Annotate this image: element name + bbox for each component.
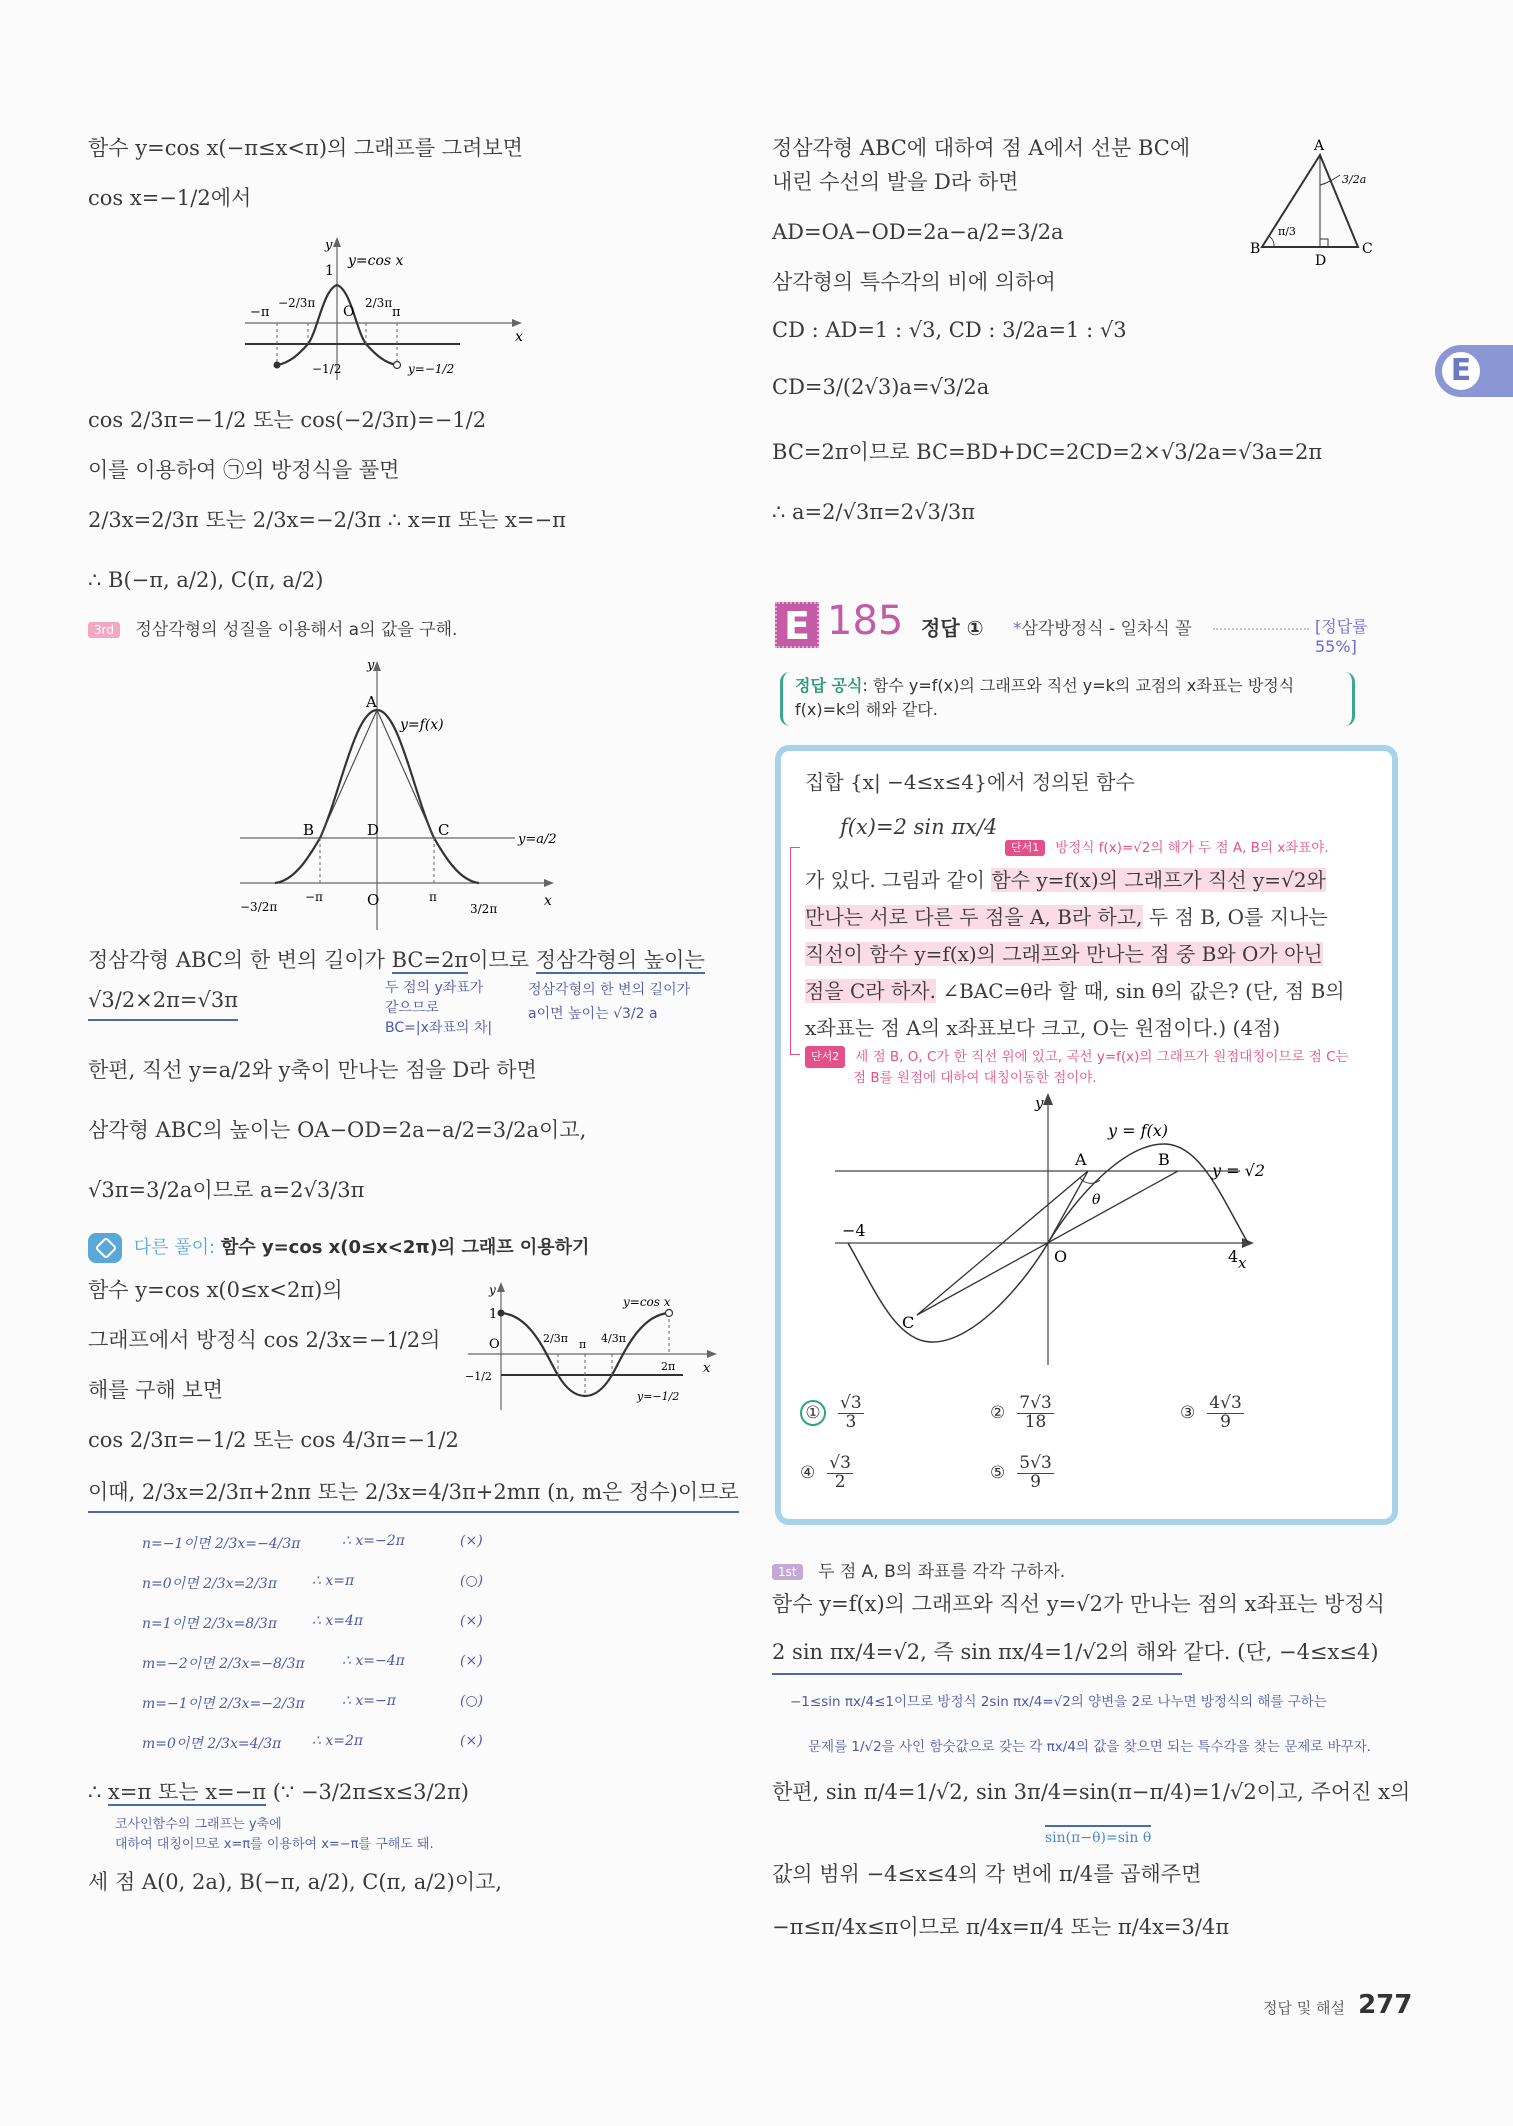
hint-1: 단서1 방정식 f(x)=√2의 해가 두 점 A, B의 x좌표야. <box>1005 840 1329 856</box>
svg-text:−4: −4 <box>842 1221 866 1240</box>
text-line: 정삼각형 ABC에 대하여 점 A에서 선분 BC에 <box>772 136 1191 160</box>
svg-text:y=cos x: y=cos x <box>623 1295 671 1309</box>
text-line: 삼각형 ABC의 높이는 OA−OD=2a−a/2=3/2a이고, <box>88 1118 587 1142</box>
text-line: 세 점 A(0, 2a), B(−π, a/2), C(π, a/2)이고, <box>88 1870 503 1894</box>
hint-connector <box>790 847 800 1055</box>
text-line: 2/3x=2/3π 또는 2/3x=−2/3π ∴ x=π 또는 x=−π <box>88 508 566 532</box>
svg-text:π: π <box>579 1338 587 1351</box>
svg-text:1: 1 <box>325 263 334 279</box>
text-line: 함수 y=f(x)의 그래프와 직선 y=√2가 만나는 점의 x좌표는 방정식 <box>772 1592 1385 1616</box>
text-line: −π≤π/4x≤π이므로 π/4x=π/4 또는 π/4x=3/4π <box>772 1915 1230 1939</box>
text-line: ∴ a=2/√3π=2√3/3π <box>772 500 976 524</box>
note-s3: sin(π−θ)=sin θ <box>1045 1825 1151 1846</box>
text-line: cos 2/3π=−1/2 또는 cos 4/3π=−1/2 <box>88 1428 459 1452</box>
problem-number: 185 <box>827 598 904 644</box>
text-line: 정삼각형 ABC의 한 변의 길이가 BC=2π이므로 정삼각형의 높이는 <box>88 948 705 972</box>
step-1-badge: 1st <box>772 1564 803 1580</box>
problem-text: 집합 {x| −4≤x≤4}에서 정의된 함수 <box>805 770 1135 794</box>
triangle-graph <box>230 655 570 935</box>
svg-text:−3/2π: −3/2π <box>240 900 278 914</box>
case-row: m=0이면 2/3x=4/3π ∴ x=2π (×) <box>142 1733 483 1752</box>
text-line: 그래프에서 방정식 cos 2/3x=−1/2의 <box>88 1328 441 1352</box>
svg-text:x: x <box>544 893 552 909</box>
formula-label: 정답 공식 <box>795 676 863 695</box>
text-line: 이때, 2/3x=2/3π+2nπ 또는 2/3x=4/3π+2mπ (n, m은 정수)이므로 <box>88 1480 739 1513</box>
problem-function: f(x)=2 sin πx/4 <box>840 815 998 839</box>
svg-text:y: y <box>1035 1094 1044 1112</box>
section-badge: E <box>775 602 819 648</box>
problem-header <box>775 598 1405 656</box>
problem-text: 가 있다. 그림과 같이 함수 y=f(x)의 그래프가 직선 y=√2와 <box>805 868 1326 892</box>
svg-text:y=a/2: y=a/2 <box>518 832 557 847</box>
choice-1-selected-marker: ① <box>800 1400 826 1426</box>
svg-text:θ: θ <box>1092 1192 1101 1208</box>
text-line: 한편, 직선 y=a/2와 y축이 만나는 점을 D라 하면 <box>88 1058 537 1082</box>
step-3-text: 정삼각형의 성질을 이용해서 a의 값을 구해. <box>135 620 458 640</box>
svg-text:C: C <box>1362 241 1373 257</box>
note-s2b: 문제를 1/√2을 사인 함숫값으로 갖는 각 πx/4의 값을 찾으면 되는 특수각을 찾는 문제로 바꾸자. <box>808 1739 1372 1755</box>
formula-box: 정답 공식: 함수 y=f(x)의 그래프와 직선 y=k의 교점의 x좌표는 방정식 f(x)=k의 해와 같다. <box>780 672 1355 726</box>
step-3-badge: 3rd <box>88 622 120 638</box>
svg-text:O: O <box>343 304 355 320</box>
triangle-diagram <box>1250 135 1400 270</box>
svg-text:2/3π: 2/3π <box>543 1332 568 1345</box>
alternative-solution-header: 다른 풀이: 함수 y=cos x(0≤x<2π)의 그래프 이용하기 <box>88 1233 589 1263</box>
text-line: 값의 범위 −4≤x≤4의 각 변에 π/4를 곱해주면 <box>772 1862 1202 1886</box>
text-line: cos 2/3π=−1/2 또는 cos(−2/3π)=−1/2 <box>88 408 487 432</box>
text-line: 한편, sin π/4=1/√2, sin 3π/4=sin(π−π/4)=1/√2이고, 주어진 x의 <box>772 1780 1411 1804</box>
svg-text:3/2a: 3/2a <box>1342 173 1367 186</box>
problem-text: 만나는 서로 다른 두 점을 A, B라 하고, 두 점 B, O를 지나는 <box>805 905 1328 929</box>
svg-text:A: A <box>1314 138 1325 154</box>
topic-label: *삼각방정식 - 일차식 꼴 <box>1013 619 1192 639</box>
svg-text:π: π <box>392 305 401 320</box>
text-line: CD=3/(2√3)a=√3/2a <box>772 375 990 399</box>
text-line: 삼각형의 특수각의 비에 의하여 <box>772 270 1056 294</box>
svg-text:O: O <box>1054 1247 1068 1266</box>
case-row: m=−2이면 2/3x=−8/3π ∴ x=−4π (×) <box>142 1653 483 1672</box>
text-line: 해를 구해 보면 <box>88 1378 224 1402</box>
note-s2a: −1≤sin πx/4≤1이므로 방정식 2sin πx/4=√2의 양변을 2로 나누면 방정식의 해를 구하는 <box>790 1694 1327 1710</box>
step-3-row <box>88 620 457 640</box>
text-line: 함수 y=cos x(0≤x<2π)의 <box>88 1278 343 1302</box>
dotted-leader <box>1213 628 1309 630</box>
choice-1[interactable]: ① $\frac{√3}{3}$ <box>800 1395 866 1432</box>
alternative-solution-icon <box>88 1233 122 1263</box>
svg-text:−1/2: −1/2 <box>312 362 342 376</box>
svg-text:2π: 2π <box>661 1360 676 1373</box>
svg-text:B: B <box>303 821 315 839</box>
problem-text: x좌표는 점 A의 x좌표보다 크고, O는 원점이다.) (4점) <box>805 1016 1281 1040</box>
text-line: ∴ B(−π, a/2), C(π, a/2) <box>88 568 324 592</box>
svg-text:A: A <box>366 693 377 711</box>
svg-text:−π: −π <box>250 305 270 320</box>
svg-text:y=f(x): y=f(x) <box>400 717 444 733</box>
text-line: 함수 y=cos x(−π≤x<π)의 그래프를 그려보면 <box>88 136 523 160</box>
svg-text:y: y <box>367 658 375 673</box>
svg-text:x: x <box>515 329 523 345</box>
svg-text:3/2π: 3/2π <box>470 902 498 916</box>
svg-text:π/3: π/3 <box>1278 225 1296 238</box>
svg-text:y = f(x): y = f(x) <box>1108 1121 1169 1140</box>
svg-text:y: y <box>489 1283 496 1297</box>
text-line: ∴ x=π 또는 x=−π (∵ −3/2π≤x≤3/2π) <box>88 1780 469 1804</box>
svg-text:B: B <box>1250 241 1261 257</box>
svg-text:O: O <box>367 891 380 909</box>
text-line: 2 sin πx/4=√2, 즉 sin πx/4=1/√2의 해와 같다. (단, −4≤x≤4) <box>772 1640 1182 1675</box>
step-1-row <box>772 1562 1065 1582</box>
correct-rate: [정답률 55%] <box>1315 617 1368 656</box>
svg-text:x: x <box>1238 1254 1247 1272</box>
svg-text:π: π <box>429 890 437 904</box>
svg-text:4: 4 <box>1228 1247 1239 1266</box>
section-tab-letter: E <box>1439 349 1483 393</box>
svg-text:y: y <box>325 238 333 253</box>
svg-text:−π: −π <box>305 890 323 904</box>
text-line: 이를 이용하여 ㉠의 방정식을 풀면 <box>88 458 400 482</box>
text-line: 내린 수선의 발을 D라 하면 <box>772 170 1019 194</box>
choice-2[interactable]: ② $\frac{7√3}{18}$ <box>990 1393 1052 1432</box>
svg-text:1: 1 <box>489 1307 498 1322</box>
svg-text:O: O <box>489 1337 500 1352</box>
text-line: AD=OA−OD=2a−a/2=3/2a <box>772 220 1064 244</box>
answer-label: 정답 ① <box>921 616 984 640</box>
svg-text:y=−1/2: y=−1/2 <box>408 362 455 376</box>
text-line: √3/2×2π=√3π <box>88 988 238 1021</box>
svg-text:D: D <box>1315 253 1327 269</box>
text-line: BC=2π이므로 BC=BD+DC=2CD=2×√3/2a=√3a=2π <box>772 440 1323 464</box>
note-symmetry: 코사인함수의 그래프는 y축에 대하여 대칭이므로 x=π를 이용하여 x=−π를 구해도 돼. <box>115 1817 434 1852</box>
note-height: 정삼각형의 한 변의 길이가 a이면 높이는 √3/2 a <box>528 982 691 1022</box>
svg-text:y=−1/2: y=−1/2 <box>637 1390 680 1403</box>
section-tab-e[interactable] <box>1435 345 1513 397</box>
svg-text:−2/3π: −2/3π <box>278 296 316 310</box>
footer-label: 정답 및 해설 <box>1263 1999 1345 2017</box>
svg-text:−1/2: −1/2 <box>465 1370 492 1383</box>
svg-text:4/3π: 4/3π <box>601 1332 626 1345</box>
cosine-graph-1 <box>240 235 530 385</box>
svg-text:x: x <box>703 1361 711 1376</box>
svg-text:y=cos x: y=cos x <box>348 253 404 269</box>
cosine-graph-2 <box>463 1280 723 1415</box>
svg-text:B: B <box>1158 1150 1170 1169</box>
problem-text: 직선이 함수 y=f(x)의 그래프와 만나는 점 중 B와 O가 아닌 <box>805 942 1323 966</box>
case-row: n=0이면 2/3x=2/3π ∴ x=π (○) <box>142 1573 484 1592</box>
text-line: CD : AD=1 : √3, CD : 3/2a=1 : √3 <box>772 318 1127 342</box>
svg-text:C: C <box>438 821 450 839</box>
text-line: √3π=3/2a이므로 a=2√3/3π <box>88 1178 365 1202</box>
hint-2: 단서2 세 점 B, O, C가 한 직선 위에 있고, 곡선 y=f(x)의 그래프가 원점대칭이므로 점 C는 점 B를 원점에 대하여 대칭이동한 점이야. <box>805 1046 1349 1088</box>
choice-5[interactable]: ⑤ $\frac{5√3}{9}$ <box>990 1453 1052 1492</box>
svg-text:A: A <box>1075 1150 1087 1169</box>
svg-text:2/3π: 2/3π <box>365 296 393 310</box>
text-line: cos x=−1/2에서 <box>88 186 252 210</box>
case-row: m=−1이면 2/3x=−2/3π ∴ x=−π (○) <box>142 1693 484 1712</box>
case-row: n=1이면 2/3x=8/3π ∴ x=4π (×) <box>142 1613 483 1632</box>
case-row: n=−1이면 2/3x=−4/3π ∴ x=−2π (×) <box>142 1533 483 1552</box>
note-bc: 두 점의 y좌표가 같으므로 BC=|x좌표의 차| <box>385 980 493 1036</box>
page-number: 277 <box>1358 1990 1413 2020</box>
step-1-text: 두 점 A, B의 좌표를 각각 구하자. <box>818 1562 1066 1582</box>
problem-text: 점을 C라 하자. ∠BAC=θ라 할 때, sin θ의 값은? (단, 점 B의 <box>805 979 1345 1003</box>
svg-text:y = √2: y = √2 <box>1212 1161 1265 1180</box>
choice-3[interactable]: ③ $\frac{4√3}{9}$ <box>1180 1393 1242 1432</box>
choice-4[interactable]: ④ $\frac{√3}{2}$ <box>800 1453 851 1492</box>
sine-problem-graph <box>820 1090 1300 1370</box>
page-footer <box>1263 1990 1412 2020</box>
svg-text:D: D <box>367 821 380 839</box>
svg-text:C: C <box>902 1313 915 1332</box>
